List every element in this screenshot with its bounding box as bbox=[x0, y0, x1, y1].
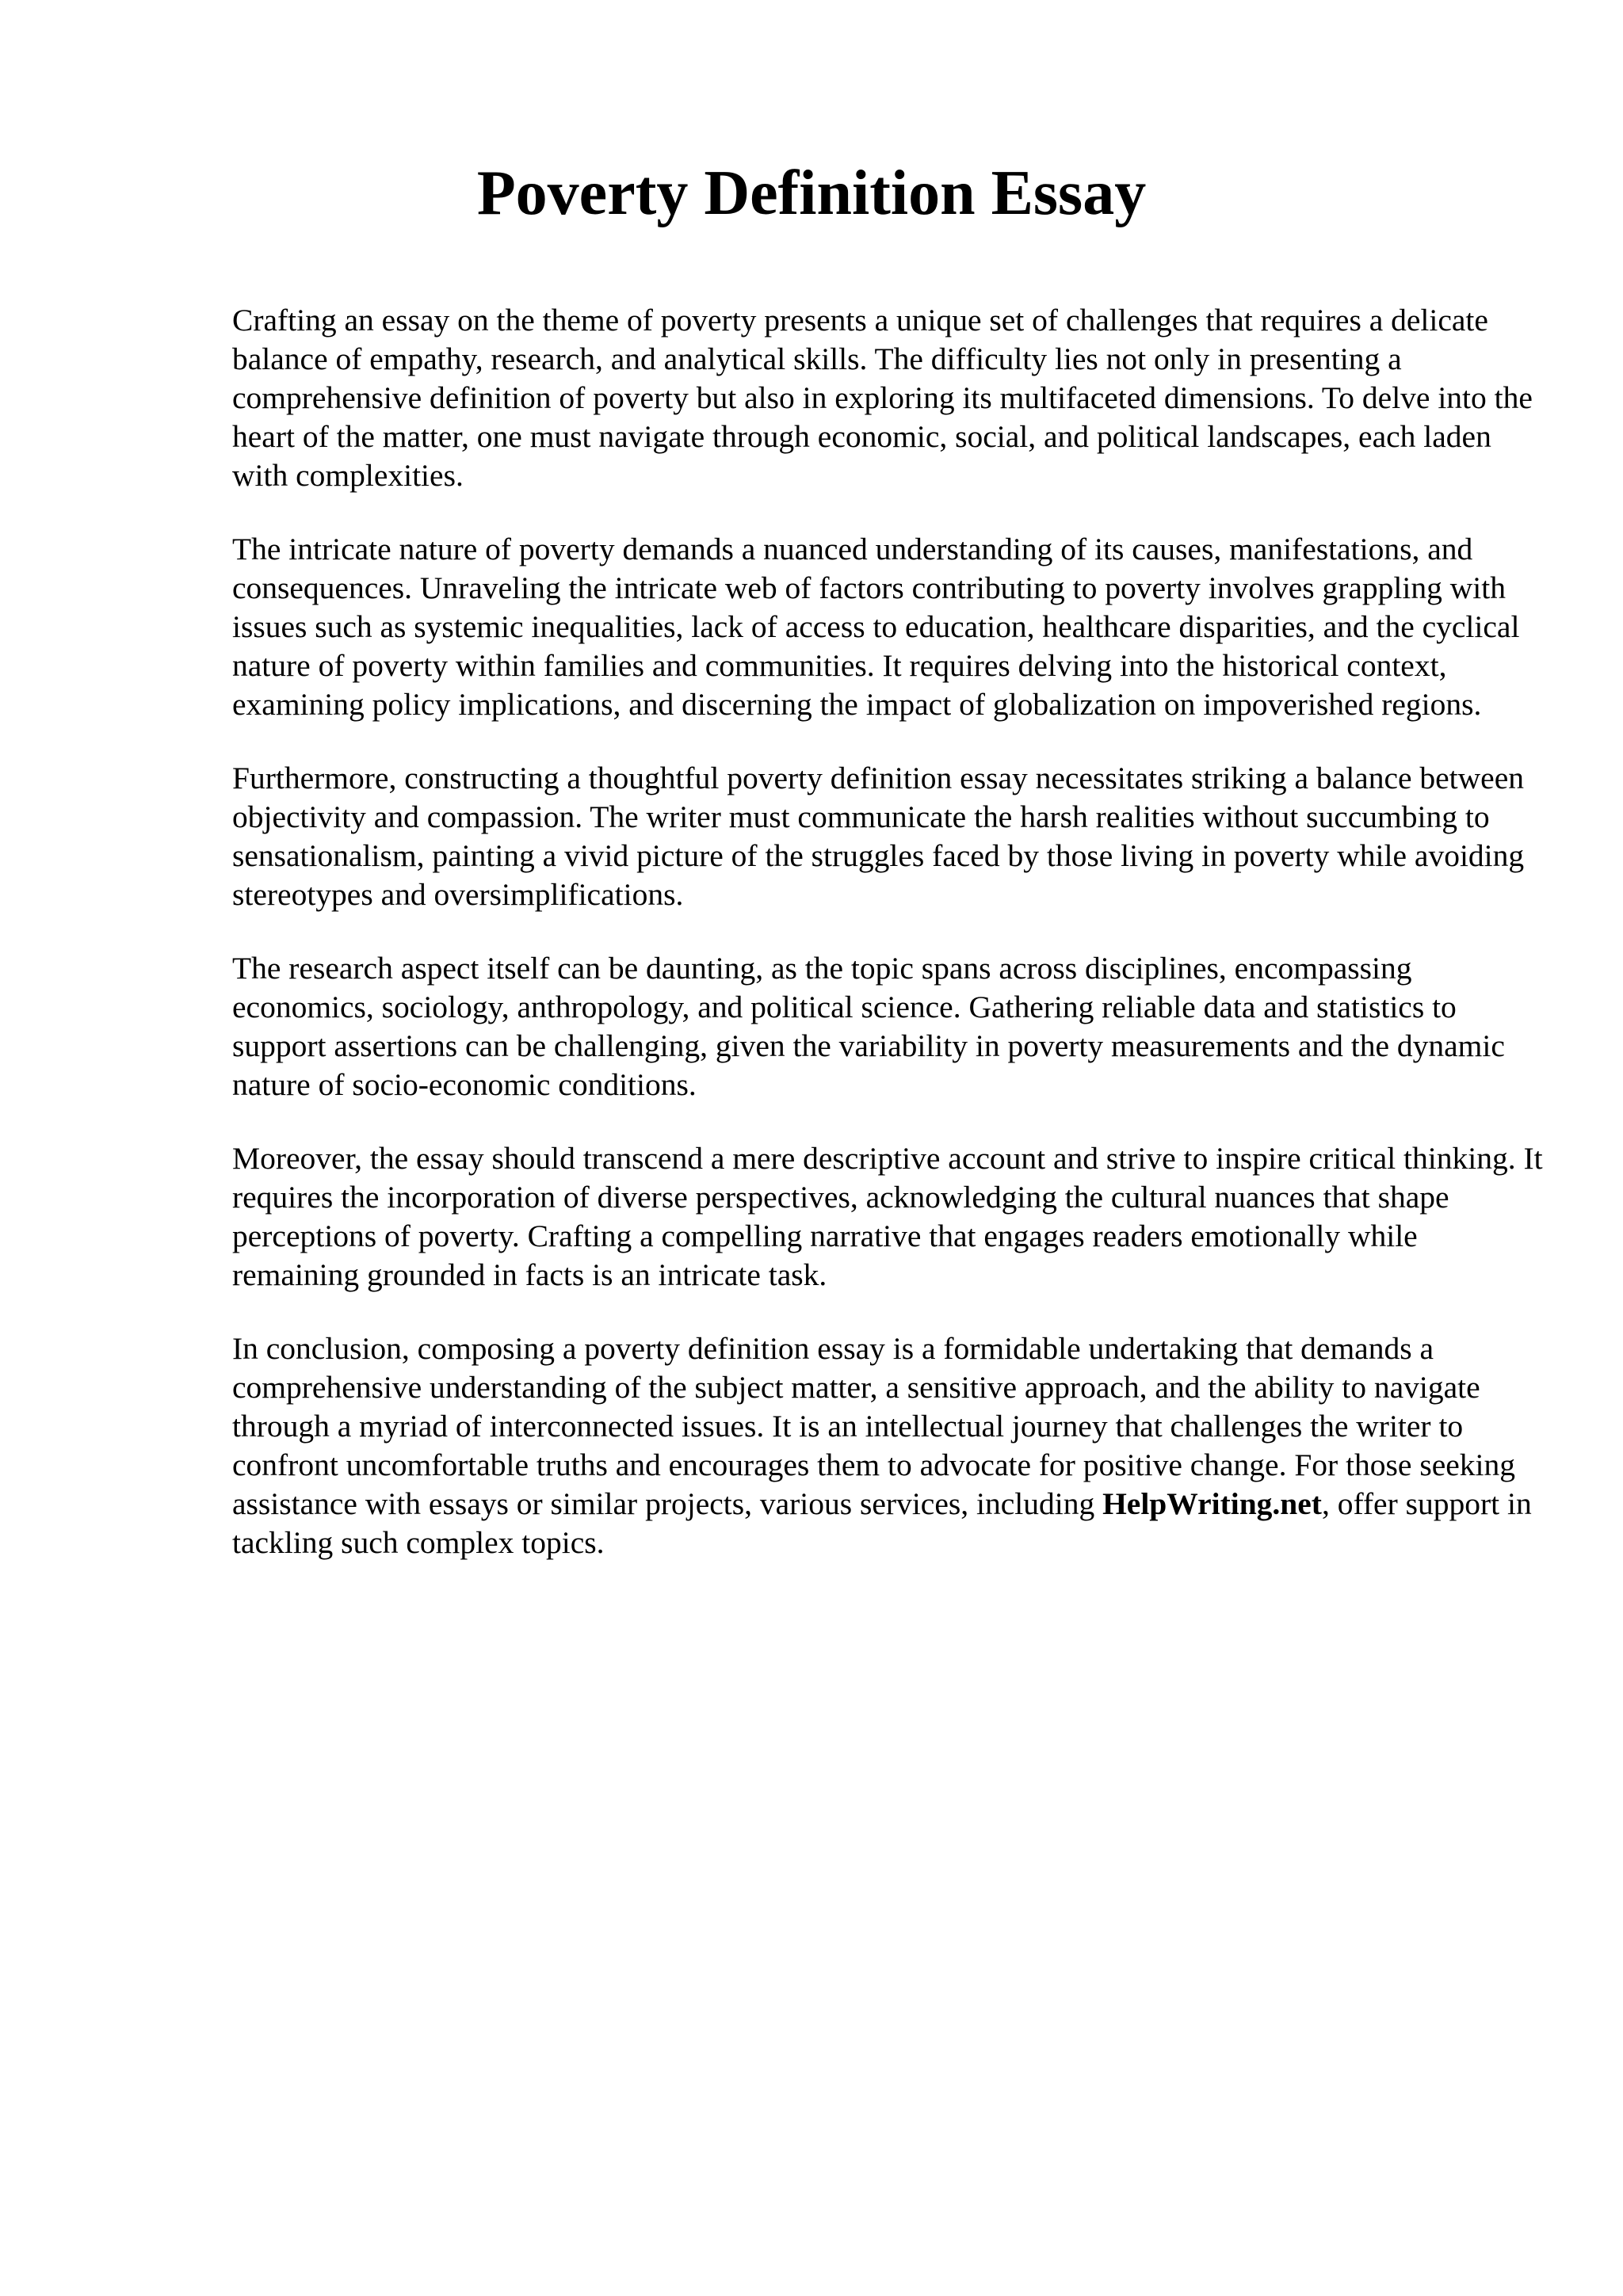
brand-link-text: HelpWriting.net bbox=[1102, 1486, 1322, 1521]
conclusion-text-after: , offer support in tackling such complex topics. bbox=[232, 1486, 1532, 1560]
paragraph-1: Crafting an essay on the theme of poverty presents a unique set of challenges that requires a delicate balance of empathy, research, and analytical skills. The difficulty lies not only in presenting a comprehensive definition of poverty but also in exploring its multifaceted dimensions. To delve into the heart of the matter, one must navigate through economic, social, and political landscapes, each laden with complexities. bbox=[232, 303, 1533, 493]
paragraph-conclusion bbox=[232, 1329, 1548, 1562]
conclusion-text-before: In conclusion, composing a poverty definition essay is a formidable undertaking that demands a comprehensive understanding of the subject matter, a sensitive approach, and the ability to navigate through a myriad of interconnected issues. It is an intellectual journey that challenges the writer to confront uncomfortable truths and encourages them to advocate for positive change. For those seeking assistance with essays or similar projects, various services, including bbox=[232, 1331, 1515, 1521]
document-title: Poverty Definition Essay bbox=[476, 158, 1147, 228]
paragraph-4: The research aspect itself can be daunting, as the topic spans across disciplines, encompassing economics, sociology, anthropology, and political science. Gathering reliable data and statistics to support assertions can be challenging, given the variability in poverty measurements and the dynamic nature of socio-economic conditions. bbox=[232, 951, 1505, 1102]
document-body bbox=[232, 301, 1548, 1562]
paragraph-2: The intricate nature of poverty demands a nuanced understanding of its causes, manifestations, and consequences. Unraveling the intricate web of factors contributing to poverty involves grappling with issues such as systemic inequalities, lack of access to education, healthcare disparities, and the cyclical nature of poverty within families and communities. It requires delving into the historical context, examining policy implications, and discerning the impact of globalization on impoverished regions. bbox=[232, 532, 1520, 722]
paragraph-5: Moreover, the essay should transcend a mere descriptive account and strive to inspire critical thinking. It requires the incorporation of diverse perspectives, acknowledging the cultural nuances that shape perceptions of poverty. Crafting a compelling narrative that engages readers emotionally while remaining grounded in facts is an intricate task. bbox=[232, 1141, 1543, 1292]
paragraph-3: Furthermore, constructing a thoughtful poverty definition essay necessitates striking a balance between objectivity and compassion. The writer must communicate the harsh realities without succumbing to sensationalism, painting a vivid picture of the struggles faced by those living in poverty while avoiding stereotypes and oversimplifications. bbox=[232, 761, 1525, 912]
